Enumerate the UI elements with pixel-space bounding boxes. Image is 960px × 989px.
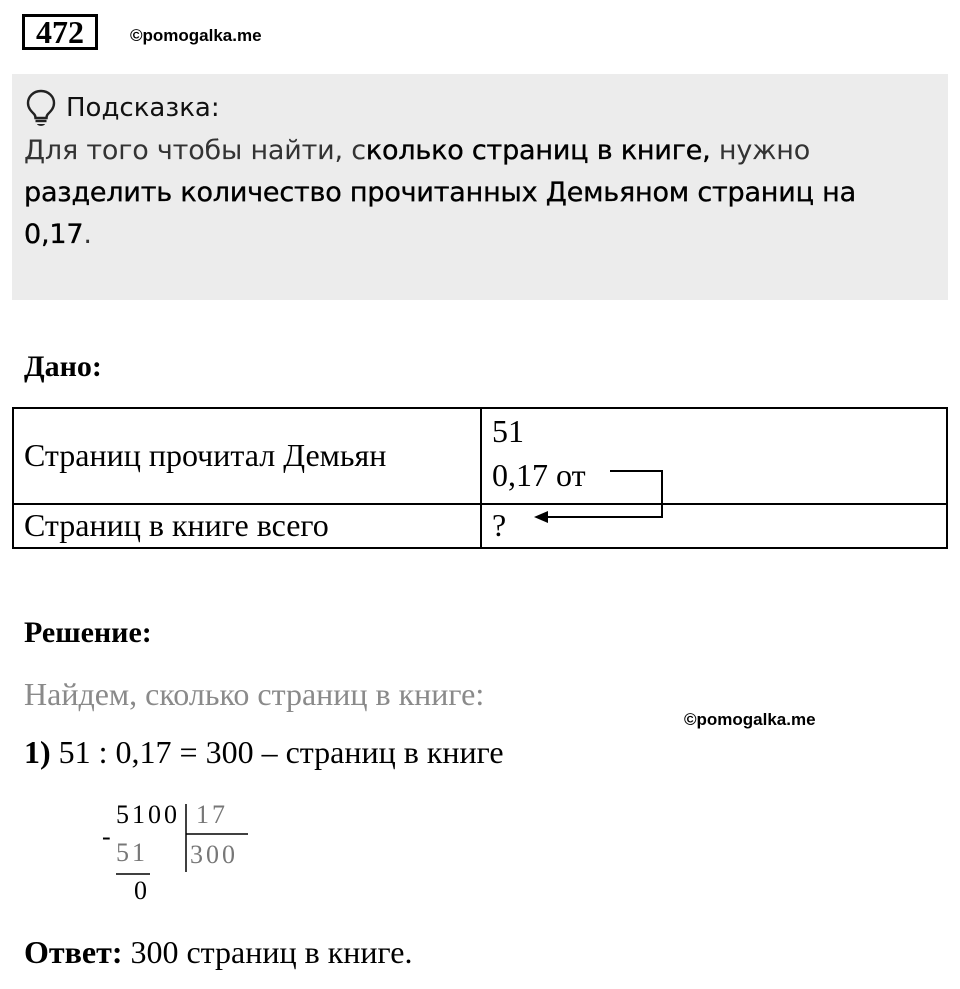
given-table bbox=[12, 407, 948, 549]
watermark: ©pomogalka.me bbox=[130, 26, 262, 45]
row-1-value-1: 51 bbox=[492, 413, 524, 449]
solution-heading: Решение: bbox=[24, 616, 152, 649]
division-lines bbox=[100, 800, 260, 910]
hint-line-1b: колько страниц в книге, bbox=[365, 135, 711, 166]
problem-number: 472 bbox=[22, 14, 98, 50]
division-dividend: 5100 bbox=[116, 800, 180, 829]
hint-line-3 bbox=[24, 214, 948, 256]
answer-text: 300 страниц в книге. bbox=[122, 934, 413, 970]
lightbulb-icon bbox=[24, 88, 58, 128]
relation-arrow-icon bbox=[14, 409, 950, 551]
hint-header bbox=[24, 88, 948, 128]
row-2-value: ? bbox=[492, 507, 507, 543]
division-quotient: 300 bbox=[190, 840, 238, 869]
hint-title: Подсказка: bbox=[66, 93, 220, 123]
hint-line-3a: 0,17 bbox=[24, 219, 84, 250]
hint-line-1 bbox=[24, 130, 948, 172]
row-1-value-2: 0,17 от bbox=[492, 457, 586, 493]
hint-line-2: разделить количество прочитанных Демьяном страниц на bbox=[24, 177, 856, 208]
step-number: 1) bbox=[24, 734, 51, 770]
step-text: 51 : 0,17 = 300 – страниц в книге bbox=[50, 734, 504, 770]
answer-label: Ответ: bbox=[24, 934, 123, 970]
solution-step-1 bbox=[24, 734, 504, 771]
row-2-label: Страниц в книге всего bbox=[24, 507, 329, 543]
division-minus: - bbox=[102, 822, 114, 851]
division-remainder: 0 bbox=[134, 876, 150, 905]
division-divisor: 17 bbox=[196, 800, 228, 829]
hint-line-1a: Для того чтобы найти, с bbox=[24, 135, 366, 166]
long-division bbox=[100, 800, 260, 910]
row-1-label: Страниц прочитал Демьян bbox=[24, 437, 387, 473]
answer-line bbox=[24, 934, 412, 971]
solution-intro: Найдем, сколько страниц в книге: bbox=[24, 676, 485, 712]
hint-box bbox=[12, 74, 948, 300]
hint-line-1c: нужно bbox=[710, 135, 811, 166]
hint-text bbox=[24, 130, 948, 256]
hint-line-3b: . bbox=[83, 219, 92, 250]
division-subtrahend: 51 bbox=[116, 838, 148, 867]
watermark-middle: ©pomogalka.me bbox=[684, 710, 816, 729]
given-heading: Дано: bbox=[24, 350, 102, 383]
